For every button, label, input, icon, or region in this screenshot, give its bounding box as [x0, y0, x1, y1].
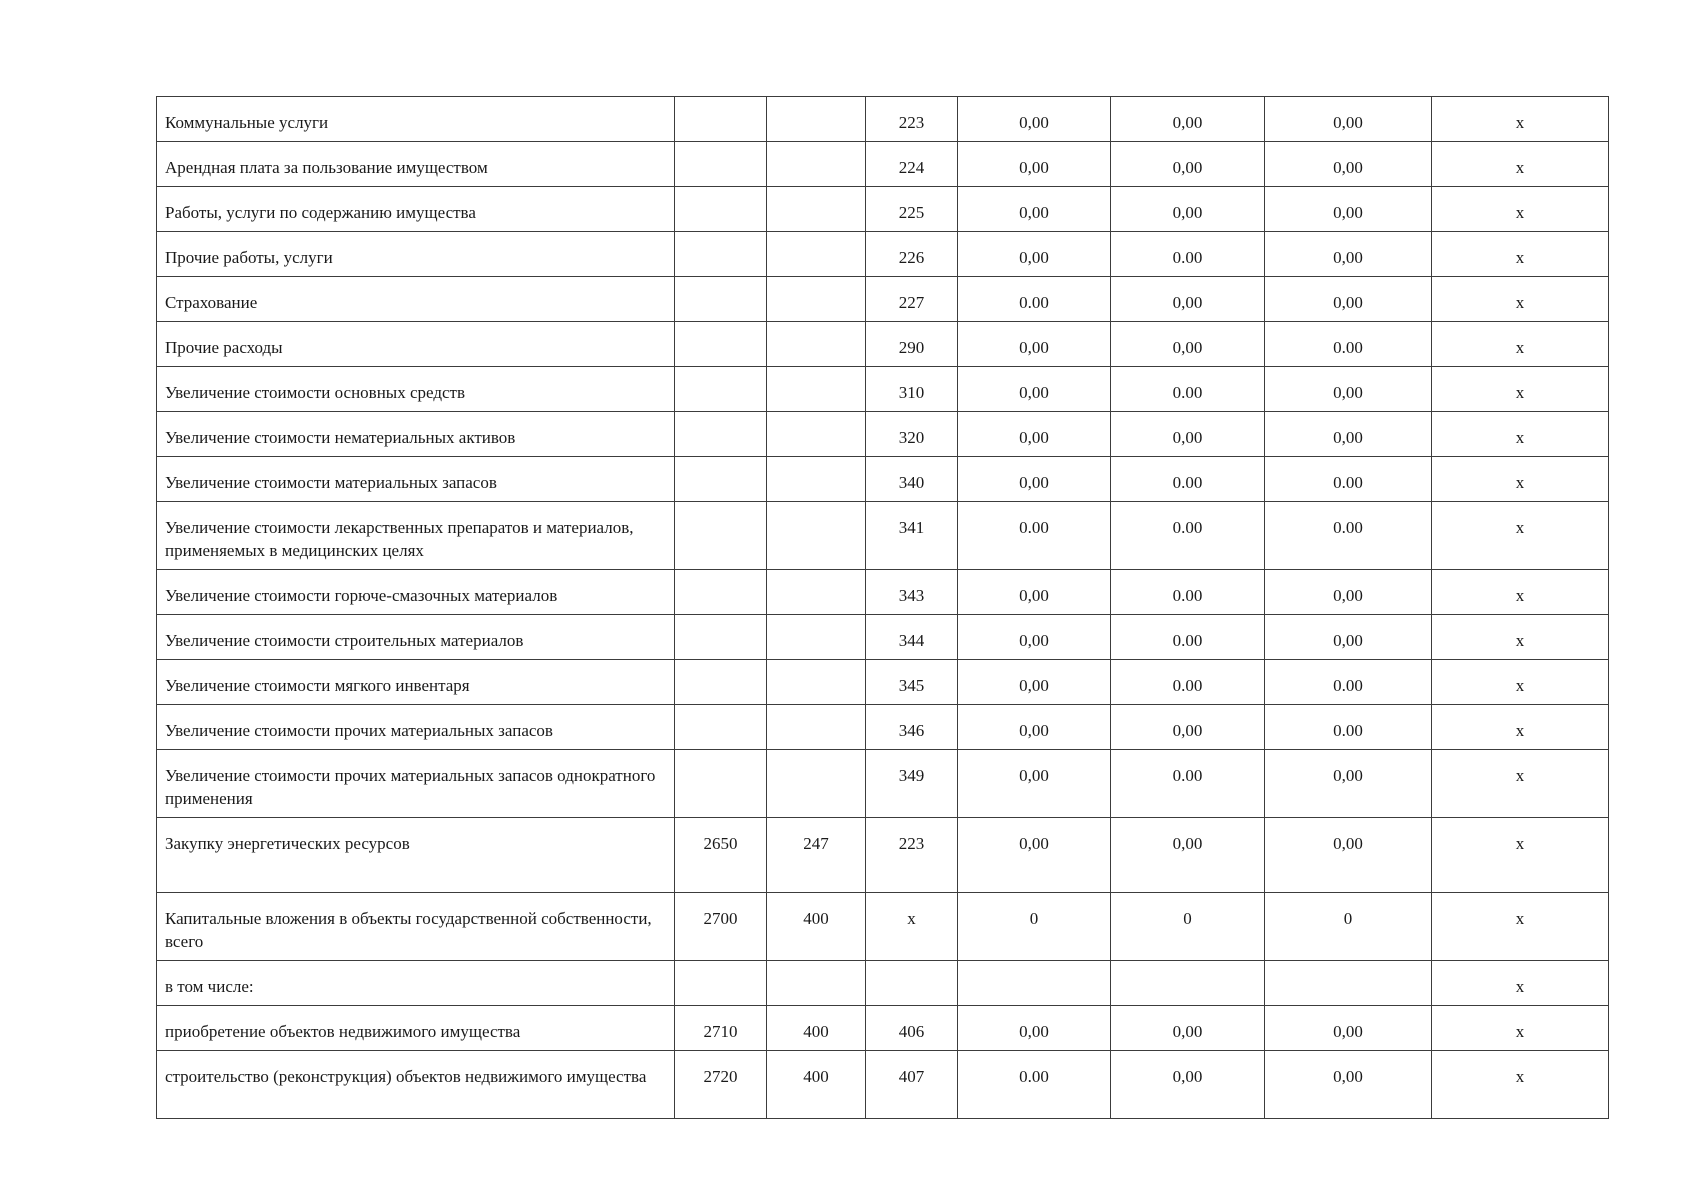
row-line-code: 2650: [675, 818, 767, 893]
row-value-1: 0,00: [958, 570, 1111, 615]
row-line-code: [675, 502, 767, 570]
table-row: [157, 961, 1609, 1006]
row-expense-code: 400: [767, 1006, 866, 1051]
row-value-3: 0,00: [1265, 97, 1432, 142]
row-value-1: 0,00: [958, 705, 1111, 750]
table-row: [157, 818, 1609, 893]
row-name: Увеличение стоимости мягкого инвентаря: [157, 660, 675, 705]
table-row: [157, 322, 1609, 367]
table-body: [157, 97, 1609, 1119]
row-value-4: x: [1432, 502, 1609, 570]
row-value-3: 0,00: [1265, 277, 1432, 322]
row-value-2: 0.00: [1111, 502, 1265, 570]
row-value-4: x: [1432, 322, 1609, 367]
budget-table: [156, 96, 1609, 1119]
row-value-4: x: [1432, 1051, 1609, 1119]
table-row: [157, 1006, 1609, 1051]
row-kosgu-code: 341: [866, 502, 958, 570]
row-value-4: x: [1432, 97, 1609, 142]
row-value-1: 0,00: [958, 142, 1111, 187]
row-value-4: x: [1432, 277, 1609, 322]
table-row: [157, 1051, 1609, 1119]
row-expense-code: [767, 660, 866, 705]
row-value-1: 0,00: [958, 412, 1111, 457]
row-value-4: x: [1432, 457, 1609, 502]
row-value-2: 0,00: [1111, 1006, 1265, 1051]
row-line-code: [675, 187, 767, 232]
row-value-3: 0,00: [1265, 1006, 1432, 1051]
row-value-3: 0,00: [1265, 615, 1432, 660]
table-row: [157, 457, 1609, 502]
row-line-code: [675, 457, 767, 502]
row-name: Увеличение стоимости материальных запасов: [157, 457, 675, 502]
row-expense-code: [767, 277, 866, 322]
row-kosgu-code: 225: [866, 187, 958, 232]
row-kosgu-code: 290: [866, 322, 958, 367]
row-line-code: [675, 322, 767, 367]
row-expense-code: [767, 367, 866, 412]
row-kosgu-code: 349: [866, 750, 958, 818]
row-value-3: 0.00: [1265, 457, 1432, 502]
row-value-3: 0,00: [1265, 367, 1432, 412]
row-value-1: 0,00: [958, 232, 1111, 277]
row-expense-code: [767, 232, 866, 277]
row-line-code: [675, 142, 767, 187]
row-value-1: 0,00: [958, 457, 1111, 502]
table-row: [157, 277, 1609, 322]
row-line-code: [675, 367, 767, 412]
row-value-4: x: [1432, 570, 1609, 615]
row-value-1: 0,00: [958, 818, 1111, 893]
row-kosgu-code: 406: [866, 1006, 958, 1051]
row-expense-code: [767, 570, 866, 615]
table-row: [157, 570, 1609, 615]
row-value-3: 0,00: [1265, 818, 1432, 893]
row-value-2: 0,00: [1111, 142, 1265, 187]
row-expense-code: 247: [767, 818, 866, 893]
row-kosgu-code: 407: [866, 1051, 958, 1119]
row-line-code: [675, 232, 767, 277]
row-name: Прочие расходы: [157, 322, 675, 367]
table-row: [157, 412, 1609, 457]
row-name: приобретение объектов недвижимого имущества: [157, 1006, 675, 1051]
row-expense-code: [767, 187, 866, 232]
row-value-3: 0,00: [1265, 142, 1432, 187]
row-value-4: x: [1432, 893, 1609, 961]
row-name: Капитальные вложения в объекты государственной собственности, всего: [157, 893, 675, 961]
row-kosgu-code: 310: [866, 367, 958, 412]
row-expense-code: [767, 322, 866, 367]
row-value-4: x: [1432, 660, 1609, 705]
row-value-4: x: [1432, 818, 1609, 893]
row-kosgu-code: 343: [866, 570, 958, 615]
row-kosgu-code: 340: [866, 457, 958, 502]
row-value-4: x: [1432, 187, 1609, 232]
row-expense-code: [767, 142, 866, 187]
row-value-3: 0,00: [1265, 412, 1432, 457]
row-value-3: 0: [1265, 893, 1432, 961]
row-value-1: 0,00: [958, 97, 1111, 142]
row-line-code: [675, 750, 767, 818]
table-row: [157, 502, 1609, 570]
row-value-4: x: [1432, 412, 1609, 457]
row-value-1: 0,00: [958, 322, 1111, 367]
row-value-2: 0: [1111, 893, 1265, 961]
row-value-3: 0,00: [1265, 750, 1432, 818]
row-name: Увеличение стоимости основных средств: [157, 367, 675, 412]
table-row: [157, 750, 1609, 818]
row-value-4: x: [1432, 232, 1609, 277]
row-value-4: x: [1432, 750, 1609, 818]
row-value-1: 0,00: [958, 367, 1111, 412]
table-row: [157, 232, 1609, 277]
row-value-2: 0.00: [1111, 367, 1265, 412]
row-value-4: x: [1432, 961, 1609, 1006]
row-value-2: 0.00: [1111, 232, 1265, 277]
row-name: Увеличение стоимости лекарственных препаратов и материалов, применяемых в медицинских целях: [157, 502, 675, 570]
row-name: строительство (реконструкция) объектов недвижимого имущества: [157, 1051, 675, 1119]
row-kosgu-code: 226: [866, 232, 958, 277]
row-value-2: 0.00: [1111, 457, 1265, 502]
row-value-1: [958, 961, 1111, 1006]
row-value-3: 0.00: [1265, 322, 1432, 367]
row-value-1: 0.00: [958, 502, 1111, 570]
row-expense-code: [767, 961, 866, 1006]
row-expense-code: 400: [767, 1051, 866, 1119]
row-value-1: 0,00: [958, 750, 1111, 818]
row-value-4: x: [1432, 142, 1609, 187]
row-value-2: 0,00: [1111, 705, 1265, 750]
row-value-4: x: [1432, 615, 1609, 660]
row-value-2: 0,00: [1111, 187, 1265, 232]
row-expense-code: [767, 502, 866, 570]
row-kosgu-code: 346: [866, 705, 958, 750]
row-value-2: 0,00: [1111, 97, 1265, 142]
row-line-code: 2710: [675, 1006, 767, 1051]
row-line-code: [675, 660, 767, 705]
row-expense-code: [767, 705, 866, 750]
row-value-4: x: [1432, 705, 1609, 750]
row-name: Увеличение стоимости прочих материальных запасов однократного применения: [157, 750, 675, 818]
row-value-1: 0.00: [958, 277, 1111, 322]
row-line-code: [675, 570, 767, 615]
row-value-1: 0,00: [958, 187, 1111, 232]
row-value-2: 0,00: [1111, 322, 1265, 367]
row-line-code: [675, 705, 767, 750]
row-kosgu-code: [866, 961, 958, 1006]
table-row: [157, 97, 1609, 142]
row-value-1: 0: [958, 893, 1111, 961]
row-value-2: 0,00: [1111, 818, 1265, 893]
row-value-4: x: [1432, 367, 1609, 412]
table-row: [157, 705, 1609, 750]
row-kosgu-code: 223: [866, 97, 958, 142]
row-expense-code: [767, 457, 866, 502]
row-value-2: 0.00: [1111, 660, 1265, 705]
row-value-2: [1111, 961, 1265, 1006]
row-expense-code: [767, 615, 866, 660]
row-name: Работы, услуги по содержанию имущества: [157, 187, 675, 232]
table-row: [157, 893, 1609, 961]
row-value-1: 0,00: [958, 1006, 1111, 1051]
row-value-3: [1265, 961, 1432, 1006]
row-value-3: 0.00: [1265, 502, 1432, 570]
row-name: Закупку энергетических ресурсов: [157, 818, 675, 893]
row-value-2: 0.00: [1111, 615, 1265, 660]
row-name: Увеличение стоимости прочих материальных запасов: [157, 705, 675, 750]
row-value-3: 0.00: [1265, 660, 1432, 705]
row-kosgu-code: 224: [866, 142, 958, 187]
table-row: [157, 615, 1609, 660]
row-value-2: 0,00: [1111, 412, 1265, 457]
table-row: [157, 367, 1609, 412]
row-expense-code: [767, 97, 866, 142]
row-value-1: 0,00: [958, 660, 1111, 705]
row-expense-code: 400: [767, 893, 866, 961]
row-value-4: x: [1432, 1006, 1609, 1051]
row-value-3: 0,00: [1265, 232, 1432, 277]
row-line-code: [675, 277, 767, 322]
row-kosgu-code: 223: [866, 818, 958, 893]
row-name: Коммунальные услуги: [157, 97, 675, 142]
row-expense-code: [767, 750, 866, 818]
row-value-2: 0,00: [1111, 277, 1265, 322]
row-value-3: 0,00: [1265, 570, 1432, 615]
row-value-1: 0,00: [958, 615, 1111, 660]
table-row: [157, 142, 1609, 187]
row-kosgu-code: 344: [866, 615, 958, 660]
row-name: Страхование: [157, 277, 675, 322]
row-kosgu-code: x: [866, 893, 958, 961]
row-line-code: 2720: [675, 1051, 767, 1119]
table-row: [157, 187, 1609, 232]
row-value-2: 0.00: [1111, 570, 1265, 615]
row-name: Увеличение стоимости строительных материалов: [157, 615, 675, 660]
table-row: [157, 660, 1609, 705]
row-expense-code: [767, 412, 866, 457]
row-value-1: 0.00: [958, 1051, 1111, 1119]
row-name: в том числе:: [157, 961, 675, 1006]
row-value-3: 0.00: [1265, 705, 1432, 750]
row-kosgu-code: 345: [866, 660, 958, 705]
row-line-code: [675, 961, 767, 1006]
row-name: Увеличение стоимости горюче-смазочных материалов: [157, 570, 675, 615]
row-name: Арендная плата за пользование имуществом: [157, 142, 675, 187]
row-name: Прочие работы, услуги: [157, 232, 675, 277]
row-line-code: [675, 615, 767, 660]
row-line-code: 2700: [675, 893, 767, 961]
row-value-2: 0,00: [1111, 1051, 1265, 1119]
row-value-3: 0,00: [1265, 1051, 1432, 1119]
row-line-code: [675, 412, 767, 457]
row-line-code: [675, 97, 767, 142]
row-kosgu-code: 320: [866, 412, 958, 457]
row-value-3: 0,00: [1265, 187, 1432, 232]
row-value-2: 0.00: [1111, 750, 1265, 818]
row-name: Увеличение стоимости нематериальных активов: [157, 412, 675, 457]
row-kosgu-code: 227: [866, 277, 958, 322]
